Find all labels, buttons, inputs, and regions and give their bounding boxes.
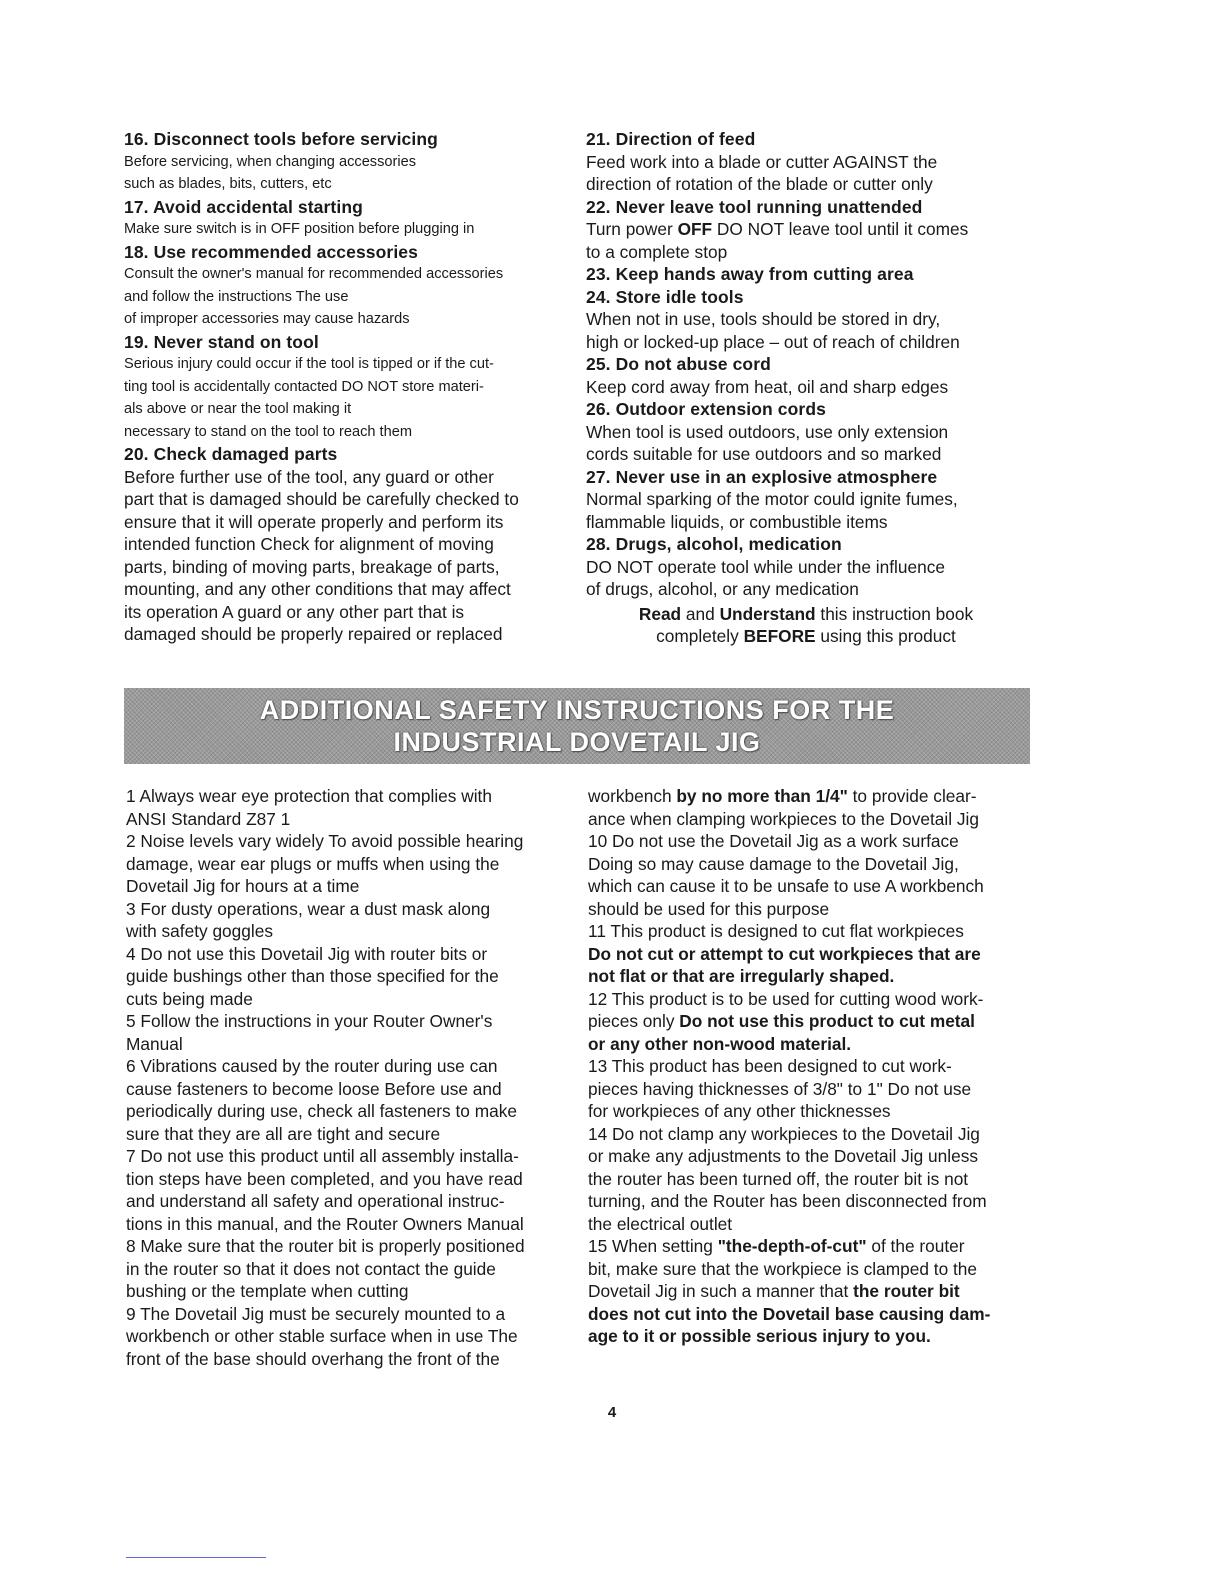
rule-text: als above or near the tool making it — [124, 401, 352, 417]
instruction-line — [588, 1033, 1032, 1056]
instruction-line: 9 The Dovetail Jig must be securely mounted to a — [126, 1303, 506, 1324]
rule-text: When tool is used outdoors, use only extension — [586, 421, 949, 442]
rule-heading: 17. Avoid accidental starting — [124, 196, 363, 217]
instruction-line: ANSI Standard Z87 1 — [126, 808, 291, 829]
rule-text: high or locked-up place – out of reach of children — [586, 331, 960, 352]
rule-24 — [586, 286, 1026, 354]
rule-22 — [586, 196, 1026, 264]
rule-heading: 24. Store idle tools — [586, 286, 744, 307]
rule-text: Make sure switch is in OFF position before plugging in — [124, 221, 475, 237]
text-run: Turn power — [586, 219, 678, 239]
text-run: workbench — [588, 786, 677, 806]
instruction-line — [588, 1325, 1032, 1348]
instruction-line: should be used for this purpose — [588, 898, 830, 919]
rule-28 — [586, 533, 1026, 601]
rule-16 — [124, 128, 572, 196]
rule-text: intended function Check for alignment of moving — [124, 534, 494, 554]
instruction-line: cause fasteners to become loose Before use and — [126, 1078, 502, 1099]
rule-heading: 27. Never use in an explosive atmosphere — [586, 466, 938, 487]
text-run: 15 When setting — [588, 1236, 718, 1256]
rule-text: ensure that it will operate properly and perform its — [124, 511, 504, 532]
rule-20 — [124, 443, 572, 646]
instruction-15 — [588, 1235, 1032, 1348]
instruction-line: 12 This product is to be used for cutting wood work- — [588, 988, 984, 1009]
instruction-10 — [588, 830, 1032, 920]
general-rules-right-column — [586, 128, 1026, 648]
rule-heading: 20. Check damaged parts — [124, 444, 338, 464]
rule-19 — [124, 331, 572, 444]
bold-run: OFF — [677, 219, 713, 239]
bold-run: the router bit — [853, 1281, 960, 1301]
instruction-6 — [126, 1055, 572, 1145]
page-number: 4 — [607, 1404, 617, 1421]
text-run: of the router — [866, 1236, 965, 1256]
instruction-line — [588, 785, 1032, 808]
rule-text: mounting, and any other conditions that may affect — [124, 579, 511, 599]
instruction-8 — [126, 1235, 572, 1303]
instruction-line: periodically during use, check all fasteners to make — [126, 1101, 517, 1121]
instruction-line: Dovetail Jig for hours at a time — [126, 876, 360, 896]
instruction-line — [588, 1235, 1032, 1258]
instruction-line: 4 Do not use this Dovetail Jig with router bits or — [126, 943, 488, 964]
instruction-line: bushing or the template when cutting — [126, 1281, 409, 1301]
bold-run: not flat or that are irregularly shaped. — [588, 966, 895, 986]
rule-heading: 23. Keep hands away from cutting area — [586, 264, 914, 284]
rule-text: Before further use of the tool, any guard or other — [124, 466, 494, 487]
instruction-14 — [588, 1123, 1032, 1236]
rule-text: its operation A guard or any other part that is — [124, 601, 465, 622]
instruction-line: 5 Follow the instructions in your Router Owner's — [126, 1011, 493, 1031]
instruction-line: 6 Vibrations caused by the router during use can — [126, 1056, 498, 1076]
rule-text: to a complete stop — [586, 241, 728, 262]
bold-run: does not cut into the Dovetail base causing dam- — [588, 1303, 991, 1324]
instruction-line: with safety goggles — [126, 921, 273, 941]
instruction-5 — [126, 1010, 572, 1055]
bold-run: by no more than 1/4" — [676, 786, 848, 806]
general-rules-left-column — [124, 128, 572, 646]
instruction-line: tion steps have been completed, and you have read — [126, 1168, 523, 1189]
rule-text: of improper accessories may cause hazards — [124, 311, 410, 327]
section-banner — [124, 688, 1030, 764]
rule-heading: 22. Never leave tool running unattended — [586, 196, 923, 217]
instruction-9-continued — [588, 785, 1032, 830]
bold-run: Read — [638, 603, 682, 624]
instruction-line: sure that they are all are tight and secure — [126, 1123, 441, 1144]
rule-17 — [124, 196, 572, 241]
rule-heading: 18. Use recommended accessories — [124, 241, 418, 262]
instruction-line: 11 This product is designed to cut flat workpieces — [588, 921, 964, 941]
instruction-line: 7 Do not use this product until all assembly installa- — [126, 1146, 519, 1166]
rule-heading: 21. Direction of feed — [586, 129, 756, 149]
bold-run: Do not use this product to cut metal — [679, 1011, 975, 1031]
bold-run: age to it or possible serious injury to you. — [588, 1326, 931, 1346]
instruction-line — [588, 965, 1032, 988]
text-run: Dovetail Jig in such a manner that — [588, 1281, 854, 1301]
note-line — [586, 625, 1026, 648]
instruction-11 — [588, 920, 1032, 988]
bold-run: "the-depth-of-cut" — [717, 1236, 867, 1256]
rule-text: Serious injury could occur if the tool is tipped or if the cut- — [124, 356, 494, 372]
instruction-line: cuts being made — [126, 988, 253, 1009]
bold-run: BEFORE — [743, 626, 816, 646]
instruction-line — [588, 943, 1032, 966]
rule-text: and follow the instructions The use — [124, 288, 349, 305]
instruction-line: pieces having thicknesses of 3/8" to 1" Do not use — [588, 1078, 972, 1099]
instruction-line: 2 Noise levels vary widely To avoid possible hearing — [126, 831, 524, 851]
instruction-line: 10 Do not use the Dovetail Jig as a work surface — [588, 831, 959, 851]
rule-text: Keep cord away from heat, oil and sharp edges — [586, 376, 949, 397]
instruction-2 — [126, 830, 572, 898]
rule-heading: 16. Disconnect tools before servicing — [124, 129, 438, 149]
rule-text: damaged should be properly repaired or replaced — [124, 624, 503, 644]
rule-text: part that is damaged should be carefully checked to — [124, 489, 519, 509]
bold-run: Do not cut or attempt to cut workpieces that are — [588, 943, 981, 964]
rule-text: Feed work into a blade or cutter AGAINST the — [586, 151, 938, 172]
rule-text: such as blades, bits, cutters, etc — [124, 176, 332, 192]
read-understand-note — [586, 603, 1026, 648]
instruction-line: the router has been turned off, the router bit is not — [588, 1168, 969, 1189]
rule-heading: 28. Drugs, alcohol, medication — [586, 534, 842, 554]
instruction-line: the electrical outlet — [588, 1213, 733, 1234]
rule-text: of drugs, alcohol, or any medication — [586, 579, 859, 599]
rule-text: direction of rotation of the blade or cutter only — [586, 174, 933, 194]
rule-text: flammable liquids, or combustible items — [586, 511, 888, 532]
banner-title-line: ADDITIONAL SAFETY INSTRUCTIONS FOR THE — [259, 695, 895, 725]
instruction-line: workbench or other stable surface when in use The — [126, 1326, 518, 1346]
instruction-line: 1 Always wear eye protection that complies with — [126, 786, 492, 806]
rule-text: Consult the owner's manual for recommended accessories — [124, 266, 504, 282]
bold-run: or any other non-wood material. — [588, 1033, 852, 1054]
rule-text: necessary to stand on the tool to reach them — [124, 423, 412, 440]
rule-text: Normal sparking of the motor could ignite fumes, — [586, 489, 958, 509]
instruction-line: ance when clamping workpieces to the Dovetail Jig — [588, 808, 979, 829]
text-run: this instruction book — [815, 603, 974, 624]
instruction-line: Doing so may cause damage to the Dovetail Jig, — [588, 853, 959, 874]
footer-divider — [126, 1557, 266, 1558]
instruction-line: Manual — [126, 1033, 183, 1054]
additional-rules-right-column — [588, 785, 1032, 1348]
rule-text: Before servicing, when changing accessories — [124, 153, 417, 170]
instruction-12 — [588, 988, 1032, 1056]
instruction-3 — [126, 898, 572, 943]
instruction-9 — [126, 1303, 572, 1371]
instruction-line: 13 This product has been designed to cut work- — [588, 1056, 952, 1076]
instruction-13 — [588, 1055, 1032, 1123]
text-run: using this product — [815, 626, 956, 646]
additional-rules-left-column — [126, 785, 572, 1370]
text-run: completely — [656, 626, 744, 646]
text-run: pieces only — [588, 1011, 680, 1031]
instruction-1 — [126, 785, 572, 830]
rule-18 — [124, 241, 572, 331]
instruction-line: 14 Do not clamp any workpieces to the Dovetail Jig — [588, 1123, 980, 1144]
instruction-line — [588, 1010, 1032, 1033]
rule-text: DO NOT operate tool while under the influence — [586, 556, 945, 577]
instruction-line: 8 Make sure that the router bit is properly positioned — [126, 1236, 525, 1256]
rule-text — [586, 218, 1026, 241]
rule-text: parts, binding of moving parts, breakage of parts, — [124, 556, 500, 577]
instruction-line: damage, wear ear plugs or muffs when using the — [126, 853, 500, 874]
rule-heading: 25. Do not abuse cord — [586, 354, 771, 374]
rule-27 — [586, 466, 1026, 534]
rule-text: When not in use, tools should be stored in dry, — [586, 309, 941, 329]
rule-heading: 26. Outdoor extension cords — [586, 399, 826, 419]
banner-title-line: INDUSTRIAL DOVETAIL JIG — [393, 727, 761, 757]
instruction-line: 3 For dusty operations, wear a dust mask along — [126, 898, 491, 919]
rule-26 — [586, 398, 1026, 466]
instruction-line: front of the base should overhang the front of the — [126, 1348, 500, 1369]
text-run: to provide clear- — [847, 786, 977, 806]
instruction-line: for workpieces of any other thicknesses — [588, 1101, 891, 1121]
instruction-4 — [126, 943, 572, 1011]
instruction-line: guide bushings other than those specified for the — [126, 966, 499, 986]
instruction-7 — [126, 1145, 572, 1235]
rule-text: ting tool is accidentally contacted DO NOT store materi- — [124, 378, 484, 395]
rule-25 — [586, 353, 1026, 398]
instruction-line: bit, make sure that the workpiece is clamped to the — [588, 1258, 978, 1279]
text-run: and — [681, 603, 720, 624]
bold-run: Understand — [719, 603, 816, 624]
rule-text: cords suitable for use outdoors and so marked — [586, 444, 942, 464]
instruction-line: and understand all safety and operational instruc- — [126, 1191, 505, 1211]
instruction-line: in the router so that it does not contact the guide — [126, 1258, 496, 1279]
note-line — [586, 603, 1026, 626]
instruction-line: tions in this manual, and the Router Owners Manual — [126, 1213, 524, 1234]
instruction-line: or make any adjustments to the Dovetail Jig unless — [588, 1146, 978, 1166]
rule-heading: 19. Never stand on tool — [124, 331, 319, 352]
text-run: DO NOT leave tool until it comes — [712, 219, 969, 239]
instruction-line: turning, and the Router has been disconnected from — [588, 1191, 987, 1211]
instruction-line — [588, 1280, 1032, 1303]
instruction-line — [588, 1303, 1032, 1326]
rule-23 — [586, 263, 1026, 286]
instruction-line: which can cause it to be unsafe to use A workbench — [588, 876, 984, 896]
rule-21 — [586, 128, 1026, 196]
